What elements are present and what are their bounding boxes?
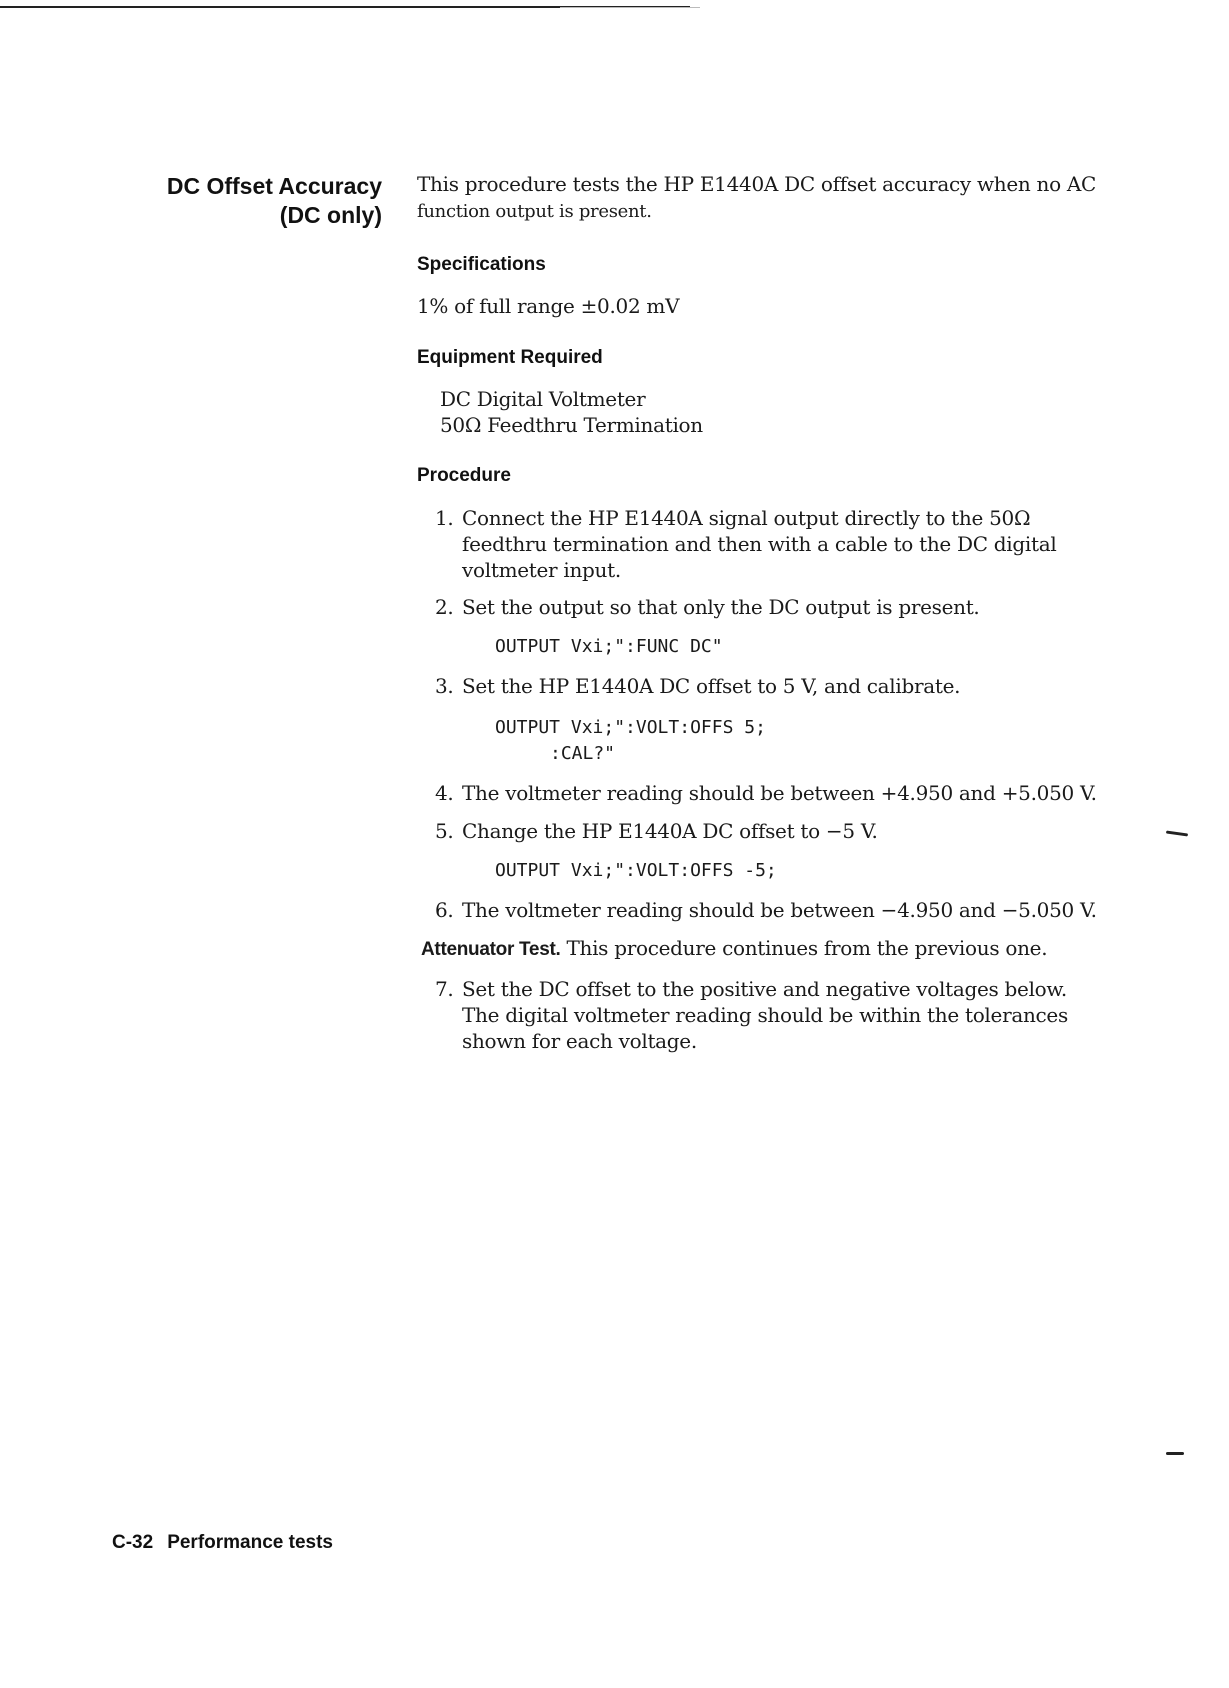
step-line: Set the HP E1440A DC offset to 5 V, and calibrate. <box>462 674 961 698</box>
step-number: 4. <box>435 781 454 805</box>
specifications-value: 1% of full range ±0.02 mV <box>417 294 680 318</box>
step-text <box>462 594 1102 620</box>
step-line: feedthru termination and then with a cable to the DC digital <box>462 532 1057 556</box>
code-func-dc: OUTPUT Vxi;":FUNC DC" <box>495 636 723 657</box>
margin-mark <box>1166 830 1188 836</box>
equipment-item: 50Ω Feedthru Termination <box>440 413 703 437</box>
step-number: 3. <box>435 674 454 698</box>
step-line: The voltmeter reading should be between −4.950 and −5.050 V. <box>462 898 1097 922</box>
step-number: 2. <box>435 595 454 619</box>
step-text <box>462 780 1102 806</box>
content-column <box>417 170 1117 226</box>
step-line: The digital voltmeter reading should be within the tolerances <box>462 1003 1068 1027</box>
code-cal-query: :CAL?" <box>550 743 616 764</box>
step-line: The voltmeter reading should be between +4.950 and +5.050 V. <box>462 781 1097 805</box>
step-line: shown for each voltage. <box>462 1029 697 1053</box>
procedure-heading: Procedure <box>417 465 511 486</box>
attenuator-test-text: This procedure continues from the previous one. <box>566 936 1048 960</box>
page-footer <box>112 1532 333 1554</box>
equipment-heading: Equipment Required <box>417 347 603 368</box>
intro-paragraph <box>417 170 1117 226</box>
intro-line2: function output is present. <box>417 201 652 222</box>
equipment-item: DC Digital Voltmeter <box>440 387 646 411</box>
step-text <box>462 818 1102 844</box>
step-text <box>462 897 1102 923</box>
step-number: 7. <box>435 977 454 1001</box>
step-number: 6. <box>435 898 454 922</box>
step-line: Change the HP E1440A DC offset to −5 V. <box>462 819 878 843</box>
step-text <box>462 505 1102 583</box>
step-text <box>462 976 1102 1054</box>
step-line: voltmeter input. <box>462 558 621 582</box>
attenuator-test-label: Attenuator Test. <box>421 939 561 960</box>
step-line: Set the DC offset to the positive and negative voltages below. <box>462 977 1067 1001</box>
step-number: 5. <box>435 819 454 843</box>
step-number: 1. <box>435 506 454 530</box>
attenuator-test-paragraph <box>421 936 1047 961</box>
top-rule-tail <box>560 7 700 8</box>
intro-line1: This procedure tests the HP E1440A DC offset accuracy when no AC <box>417 172 1097 196</box>
page-number: C-32 <box>112 1532 154 1553</box>
code-volt-offs-5: OUTPUT Vxi;":VOLT:OFFS 5; <box>495 717 766 738</box>
section-title-line2: (DC only) <box>279 202 382 228</box>
specifications-heading: Specifications <box>417 254 546 275</box>
equipment-list <box>440 386 703 438</box>
step-text <box>462 673 1102 699</box>
footer-title: Performance tests <box>167 1532 333 1553</box>
margin-mark <box>1166 1452 1184 1455</box>
section-title <box>80 172 382 230</box>
code-volt-offs-neg5: OUTPUT Vxi;":VOLT:OFFS -5; <box>495 860 777 881</box>
section-title-line1: DC Offset Accuracy <box>166 173 382 199</box>
step-line: Set the output so that only the DC output is present. <box>462 595 980 619</box>
step-line: Connect the HP E1440A signal output directly to the 50Ω <box>462 506 1031 530</box>
